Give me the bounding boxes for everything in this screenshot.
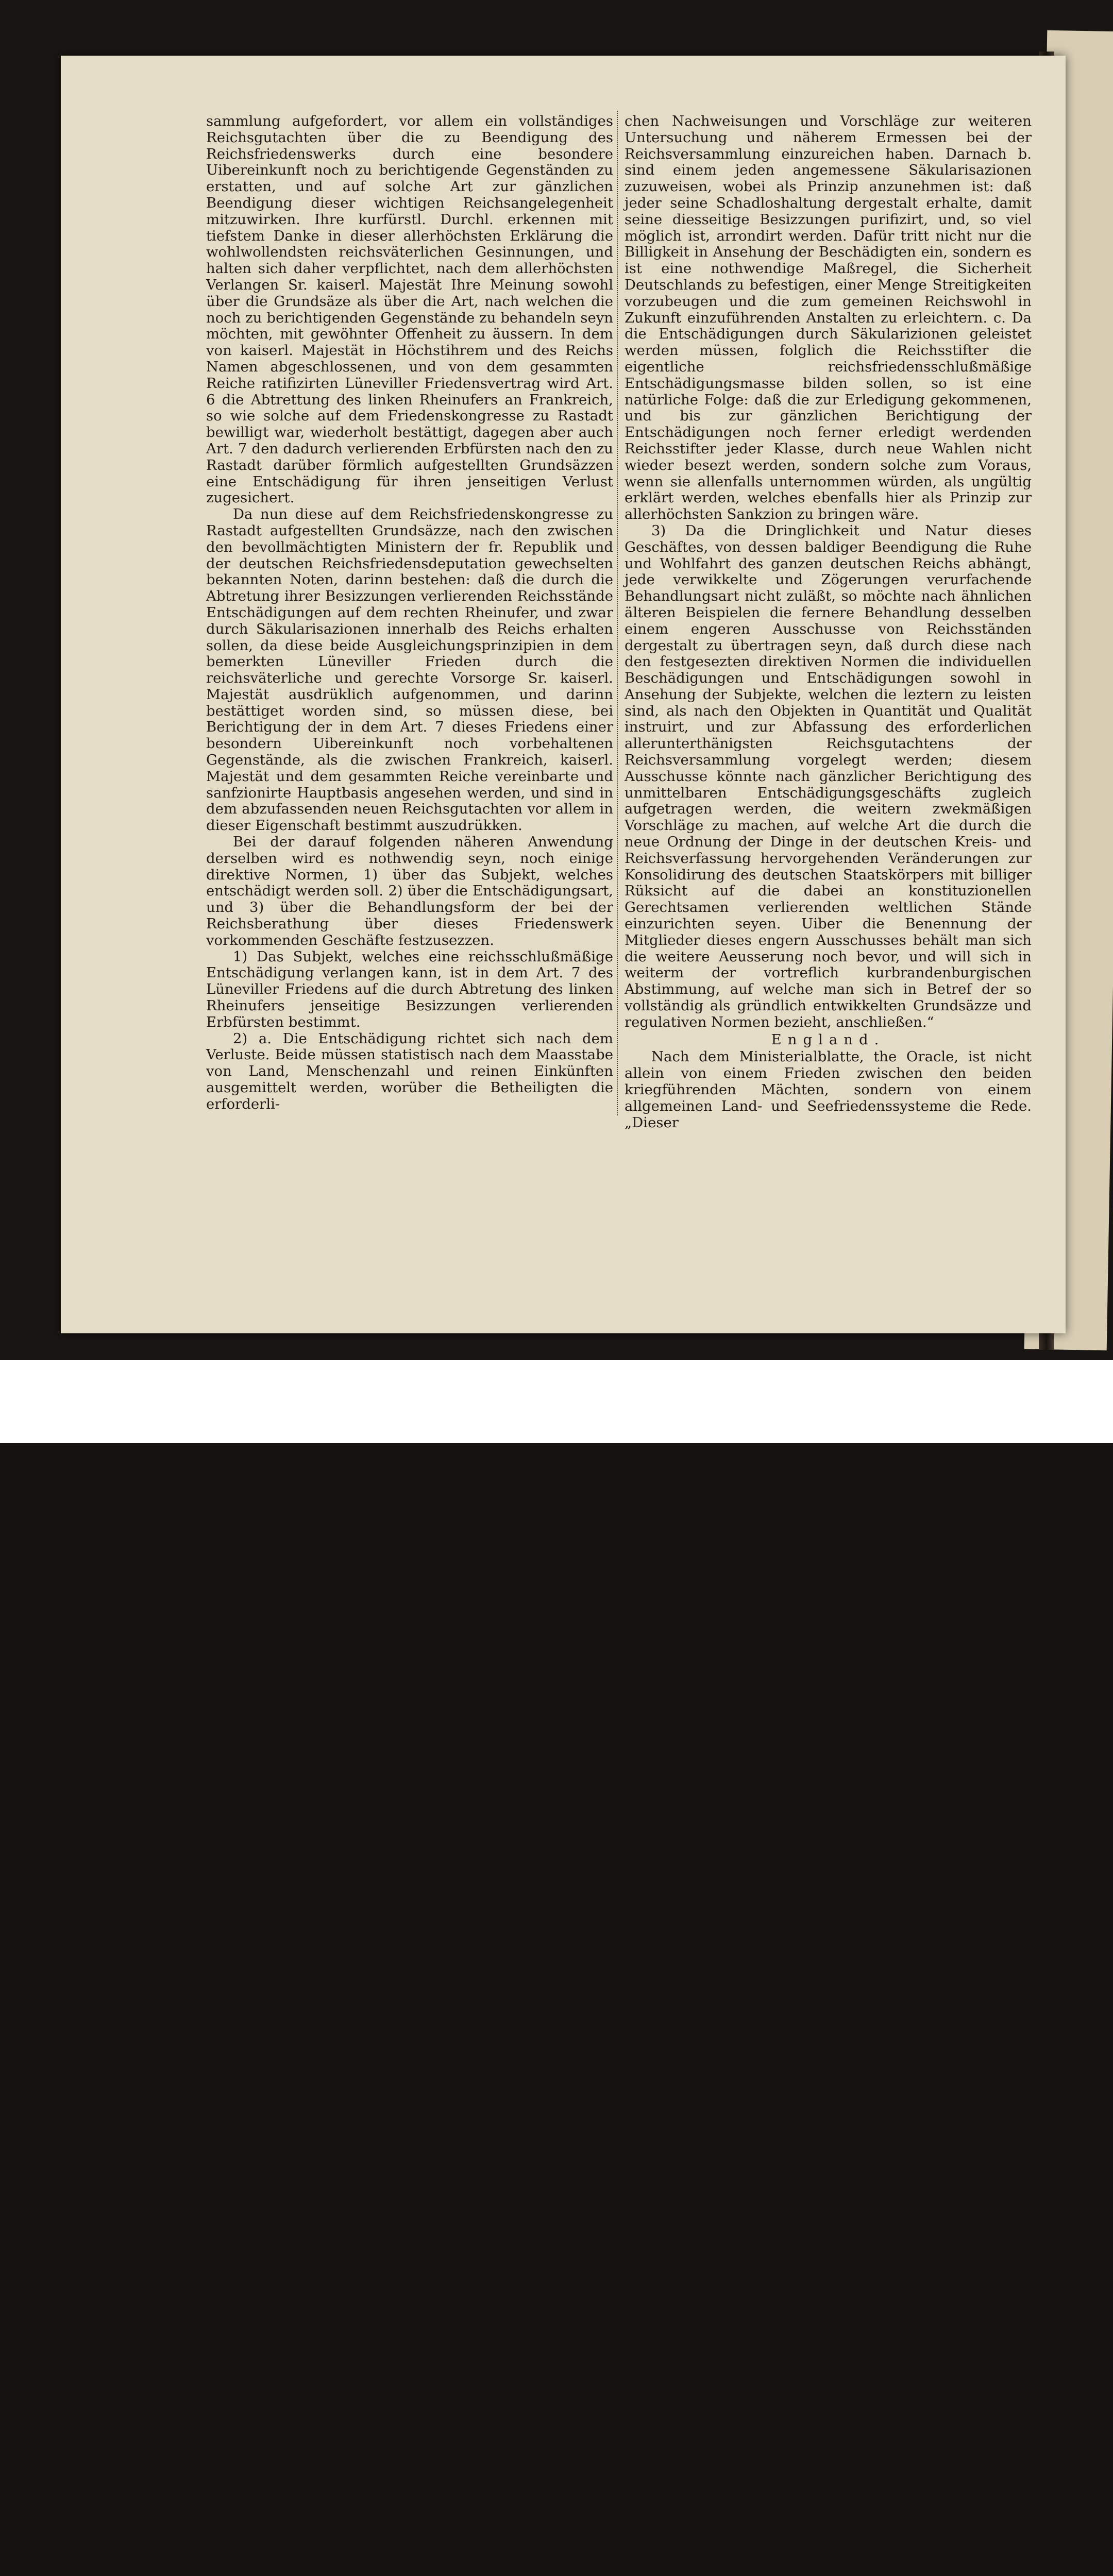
paragraph: chen Nachweisungen und Vorschläge zur weiteren Untersuchung und näherem Ermessen bei der Reichsversammlung einzureichen haben. Darnach b. sind einem jeden angemessene Säkularisazionen zuzuweisen, wobei als Prinzip anzunehmen ist: daß jeder seine Schadloshaltung dergestalt erhalte, damit seine diesseitige Besizzungen purifizirt, und, so viel möglich ist, arrondirt werden. Dafür tritt nicht nur die Billigkeit in Ansehung der Beschädigten ein, sondern es ist eine nothwendige Maßregel, die Sicherheit Deutschlands zu befestigen, einer Menge Streitigkeiten vorzubeugen und die zum gemeinen Reichswohl in Zukunft einzuführenden Anstalten zu erleichtern. c. Da die Entschädigungen durch Säkularizionen geleistet werden müssen, folglich die Reichsstifter die eigentliche reichsfriedensschlußmäßige Entschädigungsmasse bilden sollen, so ist eine natürliche Folge: daß die zur Erledigung gekommenen, und bis zur gänzlichen Berichtigung der Entschädigungen noch ferner erledigt werdenden Reichsstifter jeder Klasse, durch neue Wahlen nicht wieder besezt werden, sondern solche zum Voraus, wenn sie allenfalls unternommen würden, als ungültig erklärt werden, welches ebenfalls hier als Prinzip zur allerhöchsten Sankzion zu bringen wäre.: [625, 113, 1032, 523]
paragraph: 1) Das Subjekt, welches eine reichsschlußmäßige Entschädigung verlangen kann, ist in dem Art. 7 des Lüneviller Friedens auf die durch Abtretung des linken Rheinufers jenseitige Besizzungen verlierenden Erbfürsten bestimmt.: [206, 948, 613, 1030]
paragraph: Nach dem Ministerialblatte, the Oracle, ist nicht allein von einem Frieden zwischen den beiden kriegführenden Mächten, sondern von einem allgemeinen Land- und Seefriedenssysteme die Rede. „Dieser: [625, 1048, 1032, 1131]
paragraph: 3) Da die Dringlichkeit und Natur dieses Geschäftes, von dessen baldiger Beendigung die Ruhe und Wohlfahrt des ganzen deutschen Reichs abhängt, jede verwikkelte und Zögerungen verurfachende Behandlungsart nicht zuläßt, so möchte nach ähnlichen älteren Beispielen die fernere Behandlung desselben einem engeren Ausschusse von Reichsständen dergestalt zu übertragen seyn, daß durch diese nach den festgesezten direktiven Normen die individuellen Beschädigungen und Entschädigungen sowohl in Ansehung der Subjekte, welchen die leztern zu leisten sind, als nach den Objekten in Quantität und Qualität instruirt, und zur Abfassung des erforderlichen allerunterthänigsten Reichsgutachtens der Reichsversammlung vorgelegt werden; diesem Ausschusse könnte nach gänzlicher Berichtigung des unmittelbaren Entschädigungsgeschäfts zugleich aufgetragen werden, die weitern zwekmäßigen Vorschläge zu machen, auf welche Art die durch die neue Ordnung der Dinge in der deutschen Kreis- und Reichsverfassung hervorgehenden Veränderungen zur Konsolidirung des deutschen Staatskörpers mit billiger Rüksicht auf die dabei an konstituzionellen Gerechtsamen verlierenden weltlichen Stände einzurichten seyen. Uiber die Benennung der Mitglieder dieses engern Ausschusses behält man sich die weitere Aeusserung noch bevor, und will sich in weiterm der vortreflich kurbrandenburgischen Abstimmung, auf welche man sich in Betref der so vollständig als gründlich entwikkelten Grundsäzze und regulativen Normen bezieht, anschließen.“: [625, 522, 1032, 1030]
paragraph: Da nun diese auf dem Reichsfriedenskongresse zu Rastadt aufgestellten Grundsäzze, nach den zwischen den bevollmächtigten Ministern der fr. Republik und der deutschen Reichsfriedensdeputation gewechselten bekannten Noten, darinn bestehen: daß die durch die Abtretung ihrer Besizzungen verlierenden Reichsstände Entschädigungen auf dem rechten Rheinufer, und zwar durch Säkularisazionen innerhalb des Reichs erhalten sollen, da diese beide Ausgleichungsprinzipien in dem bemerkten Lüneviller Frieden durch die reichsväterliche und gerechte Vorsorge Sr. kaiserl. Majestät ausdrüklich aufgenommen, und darinn bestättiget worden sind, so müssen diese, bei Berichtigung der in dem Art. 7 dieses Friedens einer besondern Uibereinkunft noch vorbehaltenen Gegenstände, als die zwischen Frankreich, kaiserl. Majestät und dem gesammten Reiche vereinbarte und sanfzionirte Hauptbasis angesehen werden, und sind in dem abzufassenden neuen Reichsgutachten vor allem in dieser Eigenschaft bestimmt auszudrükken.: [206, 506, 613, 834]
viewer-footer: [0, 1360, 1113, 1443]
section-heading: England.: [771, 1031, 885, 1048]
paragraph: sammlung aufgefordert, vor allem ein vollständiges Reichsgutachten über die zu Beendigung des Reichsfriedenswerks durch eine besondere Uibereinkunft noch zu berichtigende Gegenständen zu erstatten, und auf solche Art zur gänzlichen Beendigung dieser wichtigen Reichsangelegenheit mitzuwirken. Ihre kurfürstl. Durchl. erkennen mit tiefstem Danke in dieser allerhöchsten Erklärung die wohlwollendsten reichsväterlichen Gesinnungen, und halten sich daher verpflichtet, nach dem allerhöchsten Verlangen Sr. kaiserl. Majestät Ihre Meinung sowohl über die Grundsäze als über die Art, nach welchen die noch zu berichtigenden Gegenstände zu behandeln seyn möchten, mit gewöhnter Offenheit zu äussern. In dem von kaiserl. Majestät in Höchstihrem und des Reichs Namen abgeschlossenen, und von dem gesammten Reiche ratifizirten Lüneviller Friedensvertrag wird Art. 6 die Abtrettung des linken Rheinufers an Frankreich, so wie solche auf dem Friedenskongresse zu Rastadt bewilligt war, wiederholt bestättigt, dagegen aber auch Art. 7 den dadurch verlierenden Erbfürsten nach den zu Rastadt darüber förmlich aufgestellten Grundsäzzen eine Entschädigung für ihren jenseitigen Verlust zugesichert.: [206, 113, 613, 506]
text-column-left: [206, 113, 613, 1113]
column-divider: [617, 111, 619, 1115]
paragraph: 2) a. Die Entschädigung richtet sich nach dem Verluste. Beide müssen statistisch nach dem Maasstabe von Land, Menschenzahl und reinen Einkünften ausgemittelt werden, worüber die Betheiligten die erforderli-: [206, 1030, 613, 1112]
paragraph: Bei der darauf folgenden näheren Anwendung derselben wird es nothwendig seyn, noch einige direktive Normen, 1) über das Subjekt, welches entschädigt werden soll. 2) über die Entschädigungsart, und 3) über die Behandlungsform der bei der Reichsberathung über dieses Friedenswerk vorkommenden Geschäfte festzusezzen.: [206, 834, 613, 948]
text-column-right: [625, 113, 1032, 1131]
